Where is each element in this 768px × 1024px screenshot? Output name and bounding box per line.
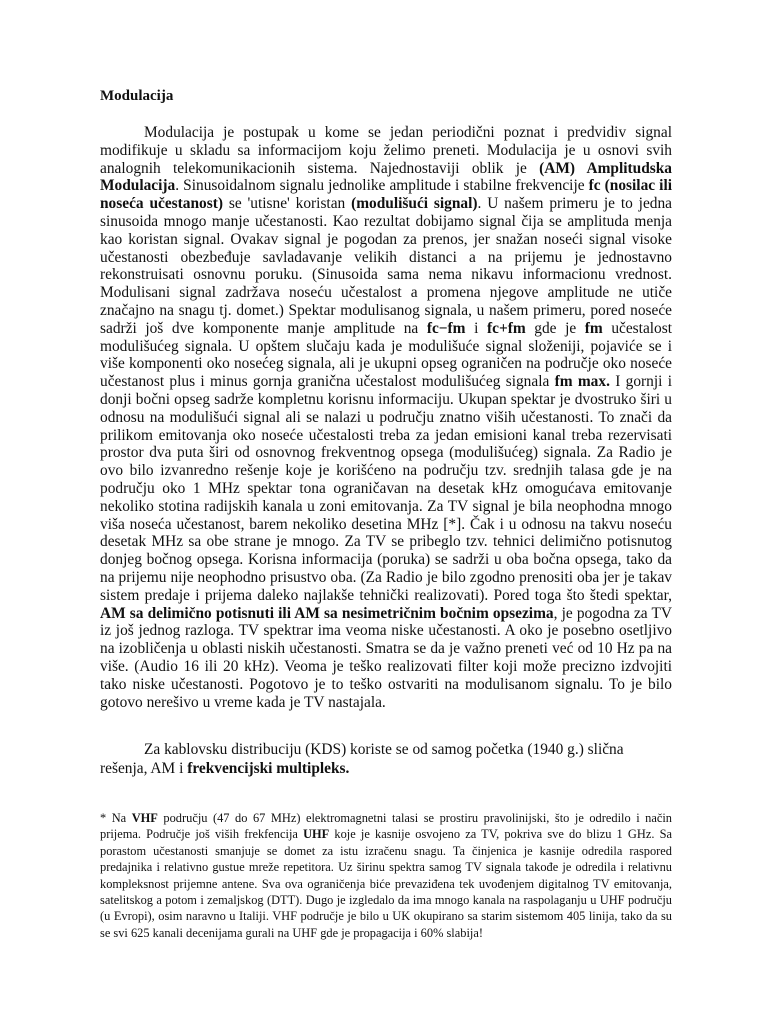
page-title: Modulacija <box>100 88 174 104</box>
text-run: I gornji i donji bočni opseg sadrže kompletnu korisnu informaciju. Ukupan spektar je dvostruko širi u odnosu na modulišući signal ali se nalazi u području znatno viših učestanosti. To znači da prilikom emitovanja oko noseće učestalosti treba za jedan emisioni kanal treba rezervisati prostor dva puta širi od osnovnog frekventnog opsega (modulišućeg) signala. Za Radio je ovo bilo izvanredno rešenje koje je korišćeno na području tzv. srednjih talasa gde je na području oko 1 MHz spektar tona ograničavan na desetak kHz omogućava emitovanje nekoliko stotina radijskih kanala u zoni emitovanja. Za TV signal je bila neophodna mnogo viša noseća učestanost, barem nekoliko desetina MHz [*]. Čak i u odnosu na takvu noseću desetak MHz sa obe strane je mnogo. Za TV se pribeglo tzv. tehnici delimično potisnutog donjeg bočnog opsega. Korisna informacija (poruka) se sadrži u oba bočna opsega, tako da na prijemu nije neophodno prisustvo oba. (Za Radio je bilo zgodno prenositi oba jer je takav sistem predaje i prijema daleko najlakše tehnički realizovati). Pored toga što štedi spektar, <box>100 373 672 604</box>
text-run: gde je <box>525 319 585 337</box>
text-run: se 'utisne' koristan <box>222 195 352 213</box>
second-paragraph <box>100 740 672 778</box>
text-run: , je pogodna za TV iz još jednog razloga. TV spektrar ima veoma niske učestanosti. A oko je posebno osetljivo na izobličenja u oblasti niskih učestanosti. Smatra se da je važno preneti već od 10 Hz pa na više. (Audio 16 ili 20 kHz). Veoma je teško realizovati filter koji može precizno izdvojiti tako niske učestanosti. Pogotovo je to teško ostvariti na modulisanom signalu. To je bilo gotovo nerešivo u vreme kada je TV nastajala. <box>100 604 672 711</box>
bold-term: (modulišući signal) <box>351 195 478 213</box>
text-run: koje je kasnije osvojeno za TV, pokriva sve do blizu 1 GHz. Sa porastom učestanosti smanjuje se domet za istu izračenu snagu. Ta činjenica je kasnije odredila raspored predajnika i relativno gustue mreže repetitora. Uz širinu spektra samog TV signala takođe je odredila i relativnu kompleksnost prijemne antene. Sva ova ograničenja biće prevaziđena tek uvođenjem digitalnog TV emitovanja, satelitskog a potom i zemaljskog (DTT). Dugo je izgledalo da ima mnogo kanala na raspolaganju u UHF području (u Evropi), osim naravno u Italiji. VHF područje je bilo u UK okupirano sa starim sistemom 405 linija, tako da su se svi 625 kanali decenijama gurali na UHF gde je propagacija i 60% slabija! <box>100 827 672 940</box>
bold-term: fc (nosilac ili noseća učestanost) <box>100 177 672 213</box>
footnote <box>100 810 672 941</box>
bold-term: AM sa delimično potisnuti ili AM sa nesimetričnim bočnim opsezima <box>100 604 554 622</box>
bold-term: frekvencijski multipleks. <box>187 760 350 777</box>
bold-term: (AM) Amplitudska Modulacija <box>100 159 672 195</box>
text-run: Modulacija je postupak u kome se jedan periodični poznat i predvidiv signal modifikuje u skladu sa informacijom koju želimo preneti. Modulacija je u osnovi svih analognih telekomunikacionih sistema. Najednostaviji oblik je <box>100 124 672 177</box>
bold-term: fm max. <box>554 373 610 391</box>
text-run: Za kablovsku distribuciju (KDS) koriste se od samog početka (1940 g.) slična rešenja, AM i <box>100 741 624 777</box>
text-run: . U našem primeru je to jedna sinusoida mnogo manje učestanosti. Kao rezultat dobijamo signal čija se amplituda menja kao koristan signal. Ovakav signal je pogodan za prenos, jer snažan noseći signal visoke učestanosti obezbeđuje savladavanje velikih distanci a na prijemu je jednostavno rekonstruisati osnovnu poruku. (Sinusoida sama nema nikavu informacionu vrednost. Modulisani signal zadržava noseću učestalost a promena njegove amplitude ne utiče značajno na snagu tj. domet.) Spektar modulisanog signala, u našem primeru, pored noseće sadrži još dve komponente manje amplitude na <box>100 195 672 337</box>
text-run: . Sinusoidalnom signalu jednolike amplitude i stabilne frekvencije <box>175 177 589 195</box>
text-run: i <box>465 319 487 337</box>
bold-term: fc+fm <box>486 319 526 337</box>
main-paragraph <box>100 124 672 711</box>
text-run: učestalost modulišućeg signala. U opštem slučaju kada je modulišuće signal složeniji, pojaviće se i više komponenti oko nosećeg signala, ali je ukupni opseg ograničen na područje oko noseće učestanost plus i minus gornja granična učestalost modulišućeg signala <box>100 319 673 391</box>
bold-term: fm <box>584 319 603 337</box>
text-run: području (47 do 67 MHz) elektromagnetni talasi se prostiru pravolinijski, što je odredilo i način prijema. Područje još viših frekfencija <box>100 811 672 842</box>
bold-term: VHF <box>131 811 158 825</box>
text-run: * Na <box>100 811 132 825</box>
bold-term: UHF <box>303 827 330 842</box>
bold-term: fc−fm <box>426 319 466 337</box>
